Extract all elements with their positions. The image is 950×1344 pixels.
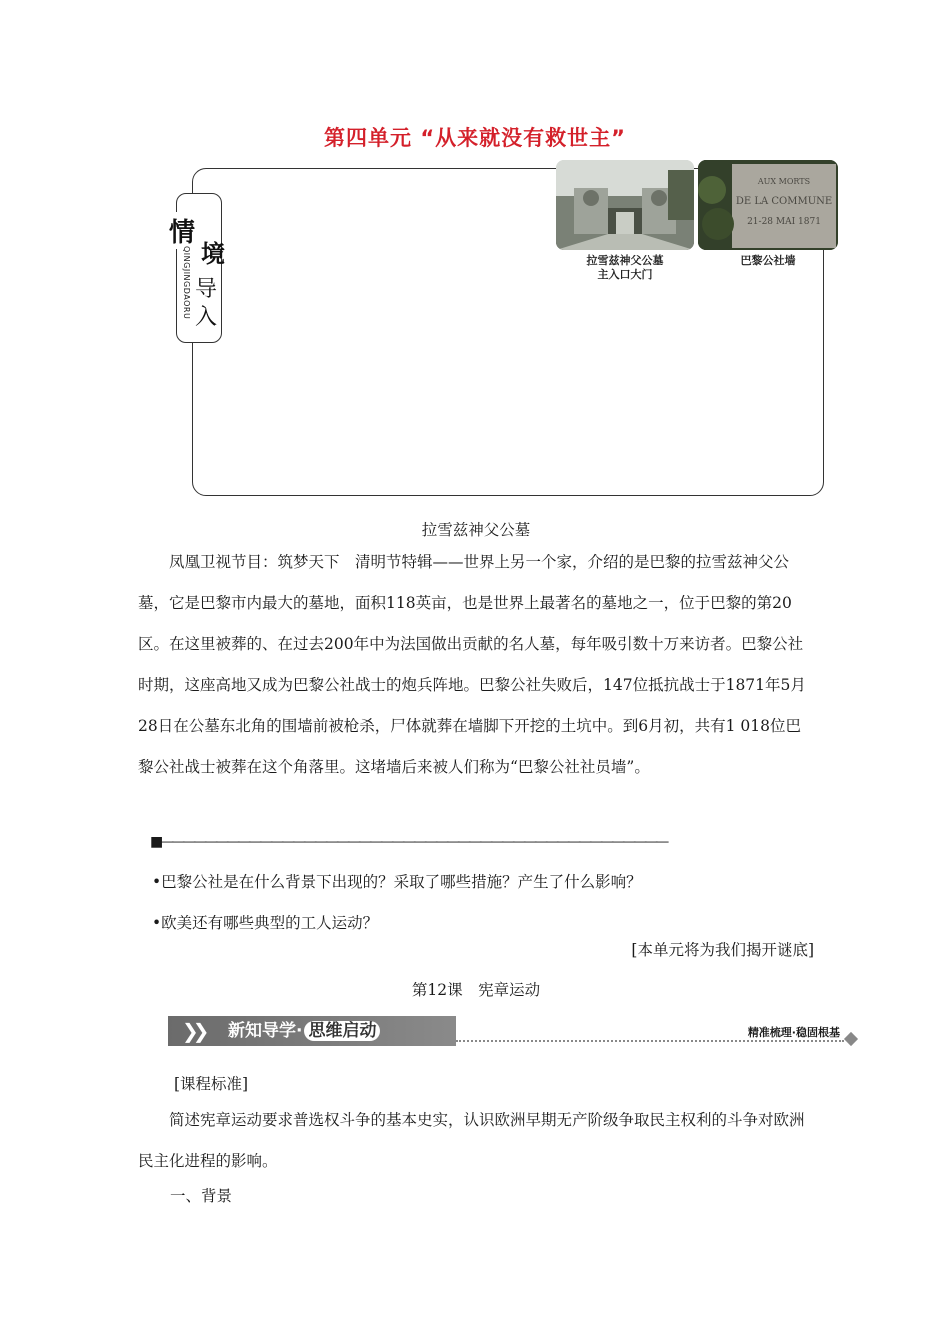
unit-title: 第四单元 “从来就没有救世主” bbox=[324, 126, 626, 150]
separator: ■—————————————————————————————————————————————— bbox=[150, 834, 667, 850]
badge-char: 境 bbox=[201, 240, 225, 268]
question-item: •欧美还有哪些典型的工人运动？ bbox=[152, 914, 379, 932]
caption-line: 拉雪兹神父公墓 bbox=[586, 254, 664, 267]
diamond-icon bbox=[844, 1032, 858, 1046]
svg-text:21-28 MAI 1871: 21-28 MAI 1871 bbox=[747, 217, 821, 227]
section-heading: 一、背景 bbox=[170, 1187, 233, 1205]
intro-badge bbox=[169, 193, 225, 343]
communards-wall-illustration bbox=[698, 160, 838, 250]
banner-highlight: 思维启动 bbox=[304, 1021, 380, 1041]
caption-line: 主入口大门 bbox=[597, 268, 653, 281]
photo-caption bbox=[556, 254, 694, 282]
section-banner bbox=[168, 1016, 456, 1046]
svg-text:DE LA COMMUNE: DE LA COMMUNE bbox=[735, 196, 833, 207]
standard-label: [课程标准] bbox=[174, 1075, 249, 1093]
standard-paragraph bbox=[138, 1100, 814, 1182]
caption-line: 巴黎公社墙 bbox=[740, 254, 796, 267]
banner-label: 新知导学· bbox=[228, 1021, 303, 1041]
communards-wall-photo bbox=[698, 160, 838, 250]
chevron-icon: ❯❯ bbox=[182, 1019, 204, 1043]
badge-char: 情 bbox=[169, 212, 195, 249]
intro-paragraph bbox=[138, 542, 814, 788]
paragraph-text: 凤凰卫视节目：筑梦天下 清明节特辑——世界上另一个家，介绍的是巴黎的拉雪兹神父公墓，它是巴黎市内最大的墓地，面积118英亩，也是世界上最著名的墓地之一，位于巴黎的第20区。在这里被葬的、在过去200年中为法国做出贡献的名人墓，每年吸引数十万来访者。巴黎公社时期，这座高地又成为巴黎公社战士的炮兵阵地。巴黎公社失败后，147位抵抗战士于1871年5月28日在公墓东北角的围墙前被枪杀，尸体就葬在墙脚下开挖的土坑中。到6月初，共有1 018位巴黎公社战士被葬在这个角落里。这堵墙后来被人们称为“巴黎公社社员墙”。 bbox=[138, 553, 806, 776]
cemetery-gate-photo bbox=[556, 160, 694, 250]
svg-text:AUX MORTS: AUX MORTS bbox=[757, 177, 811, 186]
cemetery-gate-illustration bbox=[556, 160, 694, 250]
badge-char: 导 bbox=[195, 277, 218, 302]
standard-text: 简述宪章运动要求普选权斗争的基本史实，认识欧洲早期无产阶级争取民主权利的斗争对欧洲民主化进程的影响。 bbox=[138, 1111, 805, 1170]
lesson-title: 第12课 宪章运动 bbox=[411, 981, 541, 999]
banner-tag: 精准梳理·稳固根基 bbox=[747, 1026, 840, 1039]
section-title: 拉雪兹神父公墓 bbox=[421, 521, 531, 539]
badge-pinyin: QINGJINGDAORU bbox=[182, 246, 191, 320]
banner-rule bbox=[456, 1040, 844, 1042]
badge-char: 入 bbox=[195, 305, 218, 330]
answer-note: [本单元将为我们揭开谜底] bbox=[631, 941, 814, 959]
question-item: •巴黎公社是在什么背景下出现的？采取了哪些措施？产生了什么影响？ bbox=[152, 873, 642, 891]
photo-caption bbox=[698, 254, 838, 268]
